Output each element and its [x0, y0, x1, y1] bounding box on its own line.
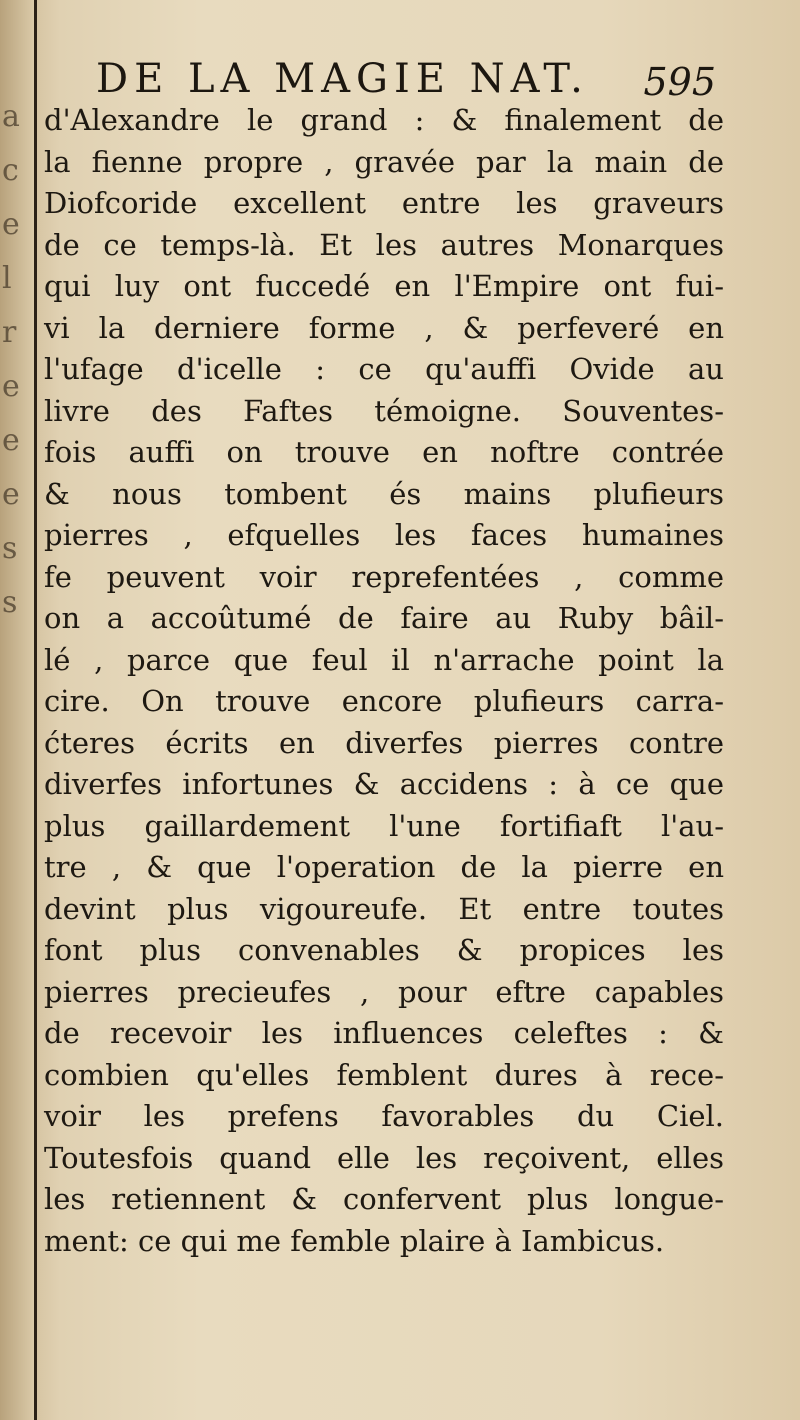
page-number: 595: [643, 60, 716, 104]
text-line: ćteres écrits en diverfes pierres contre: [44, 725, 724, 760]
text-line: Toutesfois quand elle les reçoivent, elles: [44, 1140, 724, 1175]
facing-page-bleed: [2, 90, 30, 630]
text-line: vi la derniere forme , & perfeveré en: [44, 310, 724, 345]
text-line: d'Alexandre le grand : & finalement de: [44, 103, 724, 137]
text-line: de ce temps-là. Et les autres Monarques: [44, 227, 724, 262]
running-head: DE LA MAGIE NAT.: [96, 56, 589, 102]
bleed-glyph: s: [2, 585, 18, 620]
text-line: les retiennent & confervent plus longue-: [44, 1182, 724, 1216]
bleed-glyph: c: [2, 153, 19, 188]
text-line: fe peuvent voir reprefentées , comme: [44, 559, 724, 594]
text-line: lé , parce que feul il n'arrache point la: [44, 642, 724, 677]
page-edge-line: [34, 0, 37, 1420]
text-line: pierres precieufes , pour eftre capables: [44, 974, 724, 1009]
text-line: cire. On trouve encore plufieurs carra-: [44, 684, 724, 718]
text-line: de recevoir les influences celeftes : &: [44, 1016, 724, 1050]
bleed-glyph: s: [2, 531, 18, 566]
text-line: tre , & que l'operation de la pierre en: [44, 850, 724, 884]
body-text: [44, 100, 724, 1262]
text-line: pierres , efquelles les faces humaines: [44, 518, 724, 552]
text-line: qui luy ont fuccedé en l'Empire ont fui-: [44, 269, 724, 303]
text-line: font plus convenables & propices les: [44, 933, 724, 967]
text-line: voir les prefens favorables du Ciel.: [44, 1099, 724, 1133]
bleed-glyph: e: [2, 207, 20, 242]
text-line: Diofcoride excellent entre les graveurs: [44, 186, 724, 220]
text-line: diverfes infortunes & accidens : à ce que: [44, 767, 724, 801]
text-line: ment: ce qui me femble plaire à Iambicus.: [44, 1223, 665, 1258]
text-line: la fienne propre , gravée par la main de: [44, 144, 724, 179]
bleed-glyph: e: [2, 369, 20, 404]
text-line: l'ufage d'icelle : ce qu'auffi Ovide au: [44, 352, 724, 386]
text-line: fois auffi on trouve en noftre contrée: [44, 435, 724, 469]
text-line: on a accoûtumé de faire au Ruby bâil-: [44, 601, 724, 635]
text-line: combien qu'elles femblent dures à rece-: [44, 1057, 724, 1092]
bleed-glyph: e: [2, 477, 20, 512]
bleed-glyph: e: [2, 423, 20, 458]
text-line: devint plus vigoureufe. Et entre toutes: [44, 891, 724, 926]
bleed-glyph: l: [2, 261, 12, 296]
bleed-glyph: a: [2, 99, 20, 134]
text-line: & nous tombent és mains plufieurs: [44, 476, 724, 511]
bleed-glyph: r: [2, 315, 17, 350]
text-line: plus gaillardement l'une fortifiaft l'au-: [44, 808, 724, 843]
text-line: livre des Faftes témoigne. Souventes-: [44, 393, 724, 428]
